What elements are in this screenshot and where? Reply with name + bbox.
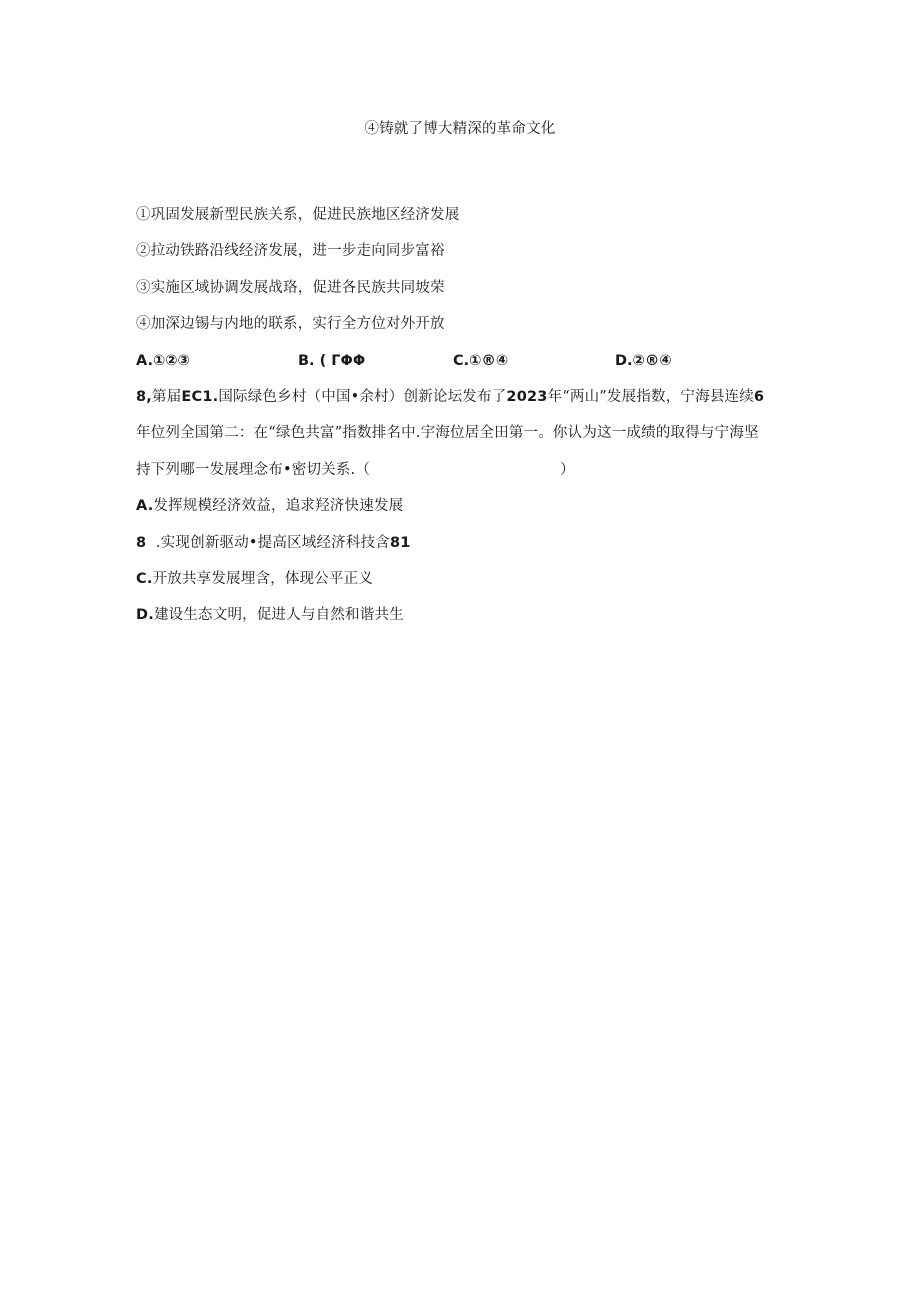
q8-option-a-text: 发挥规模经济效益，追求羟济快速发展 xyxy=(153,498,404,514)
q7-option-a: A.①②③ xyxy=(136,353,190,369)
q8-stem-line-1 xyxy=(136,387,764,407)
q8-text-1: 第 xyxy=(152,389,167,405)
q7-options xyxy=(136,351,736,371)
q8-option-a-letter: A. xyxy=(136,498,154,514)
q8-option-c xyxy=(136,569,373,589)
q7-item-4: ④加深边锡与内地的联系，实行全方位对外开放 xyxy=(136,316,445,332)
q8-stem-line-3-text: 持下列哪一发展理念布•密切关系.（ xyxy=(136,462,371,478)
q8-text-3: EC1. xyxy=(181,389,219,405)
q8-option-c-letter: C. xyxy=(136,571,153,587)
q8-number: 8, xyxy=(136,389,152,405)
q8-text-6: 年“两山”发展指数，宁海县连续 xyxy=(547,389,754,405)
q8-option-b-letter: 8 xyxy=(136,535,147,551)
q7-option-b: B. ( ΓΦΦ xyxy=(298,353,366,369)
q8-option-d-letter: D. xyxy=(136,607,154,623)
q8-option-a xyxy=(136,496,403,516)
q8-stem-line-3 xyxy=(136,460,736,480)
q8-number-6: 6 xyxy=(753,389,765,405)
q8-option-d-text: 建设生态文明，促进人与自然和谐共生 xyxy=(153,607,404,623)
q8-stem-line-2: 年位列全国第二：在“绿色共富”指数排名中.宇海位居全田第一。你认为这一成绩的取得与宁海坚 xyxy=(136,425,759,441)
q7-item-2: ②拉动铁路沿线经济发展，进一步走向同步富裕 xyxy=(136,243,445,259)
q8-text-2: 届 xyxy=(166,389,182,405)
q8-year: 2023 xyxy=(506,389,548,405)
q7-option-d: D.②®④ xyxy=(615,353,672,369)
q8-answer-paren: ） xyxy=(560,462,575,478)
q8-option-c-text: 开放共享发展埋含，体现公平正义 xyxy=(152,571,374,587)
q8-option-b-tail: 81 xyxy=(389,535,411,551)
q8-option-b xyxy=(136,533,411,553)
q8-option-b-text: .实现创新驱动•提高区域经济科技含 xyxy=(146,535,390,551)
q7-option-c: C.①®④ xyxy=(453,353,509,369)
q7-item-1: ①巩固发展新型民族关系，促进民族地区经济发展 xyxy=(136,207,460,223)
q7-item-3: ③实施区域协调发展战珞，促进各民族共同坡荣 xyxy=(136,280,445,296)
top-item: ④铸就了博大精深的革命文化 xyxy=(364,121,556,137)
q8-text-4: 国际绿色乡村（中国•余村）创新论坛发布了 xyxy=(218,389,507,405)
q8-option-d xyxy=(136,605,404,625)
